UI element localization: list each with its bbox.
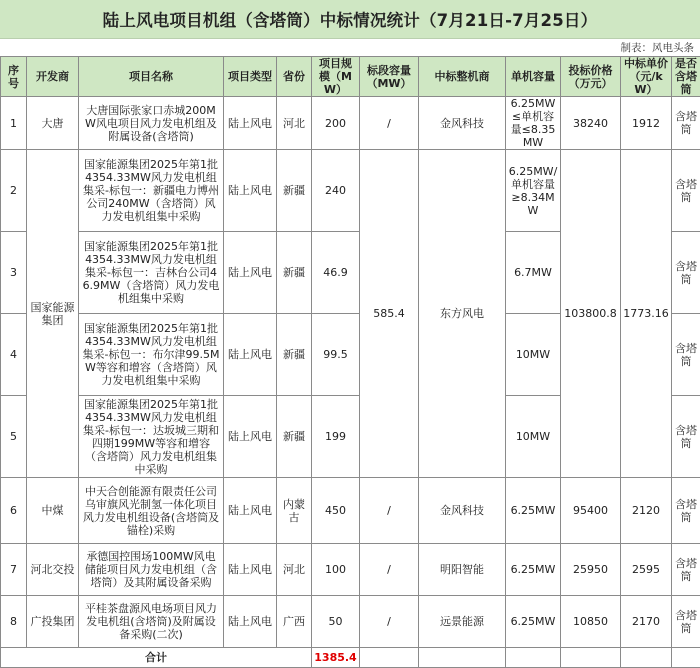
cell-developer: 国家能源集团 [27,150,79,478]
cell-type: 陆上风电 [224,232,277,314]
cell-scale: 450 [312,478,360,544]
cell-name: 国家能源集团2025年第1批4354.33MW风力发电机组集采-标包一：布尔津99.5MW等容和增容（含塔筒）风力发电机组集中采购 [79,314,224,396]
cell-scale: 100 [312,544,360,596]
total-label: 合计 [1,648,312,668]
cell-scale: 50 [312,596,360,648]
total-empty [561,648,621,668]
cell-oem: 金风科技 [419,97,506,150]
cell-unit-price: 2120 [621,478,672,544]
col-header-name: 项目名称 [79,57,224,97]
cell-tower: 含塔筒 [672,97,700,150]
cell-type: 陆上风电 [224,396,277,478]
total-empty [419,648,506,668]
col-header-price: 投标价格（万元） [561,57,621,97]
cell-price: 25950 [561,544,621,596]
cell-developer: 中煤 [27,478,79,544]
cell-unit: 6.25MW [506,478,561,544]
cell-province: 广西 [277,596,312,648]
col-header-tower: 是否含塔筒 [672,57,700,97]
col-header-unit: 单机容量 [506,57,561,97]
cell-oem: 金风科技 [419,478,506,544]
cell-oem: 远景能源 [419,596,506,648]
table-row [1,150,700,232]
total-empty [506,648,561,668]
table-row [1,97,700,150]
cell-scale: 240 [312,150,360,232]
cell-province: 新疆 [277,396,312,478]
total-empty [360,648,419,668]
col-header-developer: 开发商 [27,57,79,97]
cell-unit: 10MW [506,314,561,396]
cell-section: / [360,478,419,544]
cell-province: 内蒙古 [277,478,312,544]
cell-no: 5 [1,396,27,478]
cell-unit: 6.25MW/单机容量≥8.34MW [506,150,561,232]
cell-tower: 含塔筒 [672,232,700,314]
cell-province: 河北 [277,544,312,596]
table-row [1,478,700,544]
cell-tower: 含塔筒 [672,150,700,232]
col-header-unit-price: 中标单价（元/kW） [621,57,672,97]
cell-type: 陆上风电 [224,596,277,648]
col-header-scale: 项目规模（MW） [312,57,360,97]
cell-unit-price: 1912 [621,97,672,150]
cell-section: / [360,97,419,150]
cell-no: 6 [1,478,27,544]
cell-developer: 广投集团 [27,596,79,648]
cell-tower: 含塔筒 [672,544,700,596]
cell-oem: 明阳智能 [419,544,506,596]
cell-unit-price: 1773.16 [621,150,672,478]
col-header-no: 序号 [1,57,27,97]
cell-name: 国家能源集团2025年第1批4354.33MW风力发电机组集采-标包一：新疆电力博州公司240MW（含塔筒）风力发电机组集中采购 [79,150,224,232]
cell-price: 103800.8 [561,150,621,478]
cell-province: 新疆 [277,314,312,396]
cell-unit-price: 2595 [621,544,672,596]
total-empty [672,648,700,668]
cell-no: 2 [1,150,27,232]
cell-scale: 199 [312,396,360,478]
cell-tower: 含塔筒 [672,396,700,478]
cell-name: 大唐国际张家口赤城200MW风电项目风力发电机组及附属设备(含塔筒) [79,97,224,150]
cell-name: 平桂茶盘源风电场项目风力发电机组(含塔筒)及附属设备采购(二次) [79,596,224,648]
col-header-province: 省份 [277,57,312,97]
cell-unit: 10MW [506,396,561,478]
cell-unit: 6.7MW [506,232,561,314]
bid-table [0,56,700,668]
cell-price: 38240 [561,97,621,150]
cell-price: 95400 [561,478,621,544]
cell-tower: 含塔筒 [672,478,700,544]
total-row [1,648,700,668]
cell-section: 585.4 [360,150,419,478]
cell-developer: 河北交投 [27,544,79,596]
cell-name: 中天合创能源有限责任公司乌审旗风光制氢一体化项目风力发电机组设备(含塔筒及锚栓)采购 [79,478,224,544]
cell-unit: 6.25MW≤单机容量≤8.35MW [506,97,561,150]
cell-scale: 200 [312,97,360,150]
cell-type: 陆上风电 [224,544,277,596]
cell-no: 8 [1,596,27,648]
cell-type: 陆上风电 [224,314,277,396]
cell-province: 新疆 [277,150,312,232]
table-row [1,544,700,596]
cell-section: / [360,544,419,596]
col-header-oem: 中标整机商 [419,57,506,97]
cell-oem: 东方风电 [419,150,506,478]
cell-unit-price: 2170 [621,596,672,648]
cell-name: 国家能源集团2025年第1批4354.33MW风力发电机组集采-标包一：吉林台公司46.9MW（含塔筒）风力发电机组集中采购 [79,232,224,314]
cell-name: 国家能源集团2025年第1批4354.33MW风力发电机组集采-标包一：达坂城三期和四期199MW等容和增容（含塔筒）风力发电机组集中采购 [79,396,224,478]
cell-no: 3 [1,232,27,314]
table-title: 陆上风电项目机组（含塔筒）中标情况统计（7月21日-7月25日） [0,0,700,39]
cell-no: 1 [1,97,27,150]
cell-price: 10850 [561,596,621,648]
cell-tower: 含塔筒 [672,314,700,396]
total-empty [621,648,672,668]
col-header-type: 项目类型 [224,57,277,97]
cell-province: 新疆 [277,232,312,314]
col-header-section: 标段容量（MW） [360,57,419,97]
cell-unit: 6.25MW [506,596,561,648]
cell-scale: 99.5 [312,314,360,396]
cell-name: 承德国控围场100MW风电储能项目风力发电机组（含塔筒）及其附属设备采购 [79,544,224,596]
table-maker: 制表：风电头条 [621,40,695,55]
table-row [1,596,700,648]
cell-type: 陆上风电 [224,97,277,150]
cell-no: 4 [1,314,27,396]
total-value: 1385.4 [312,648,360,668]
cell-province: 河北 [277,97,312,150]
cell-tower: 含塔筒 [672,596,700,648]
cell-scale: 46.9 [312,232,360,314]
cell-developer: 大唐 [27,97,79,150]
cell-section: / [360,596,419,648]
header-row [1,57,700,97]
cell-type: 陆上风电 [224,478,277,544]
cell-type: 陆上风电 [224,150,277,232]
cell-no: 7 [1,544,27,596]
cell-unit: 6.25MW [506,544,561,596]
